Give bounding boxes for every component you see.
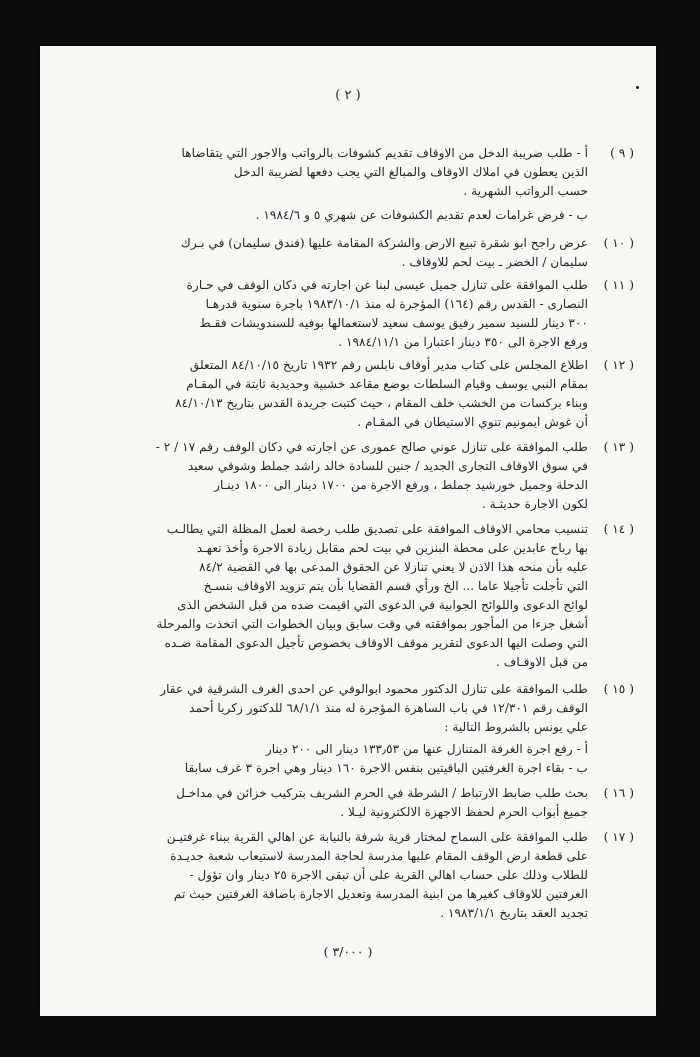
text-line: بحث طلب ضابط الارتباط / الشرطة في الحرم الشريف بتركيب خزائن في مداخـل	[176, 786, 588, 800]
item-text	[66, 520, 588, 672]
text-line: للطلاب وذلك على حساب اهالي القرية على أن تبقى الاجرة ٢٥ دينار وان تؤول -	[189, 868, 588, 882]
text-line: أشغل جزءا من المأجور بموافقته في وقت سابق وبيان الخطوات التي اتخذت والمرحلة	[156, 617, 588, 631]
text-line: النصارى - القدس رقم (١٦٤) المؤجرة له منذ ١٩٨٣/١٠/١ باجرة سنوية قدرهـا	[205, 297, 588, 311]
text-line: أ - طلب ضريبة الدخل من الاوقاف تقديم كشوفات بالرواتب والاجور التي يتقاضاها	[181, 146, 588, 160]
document-page	[40, 46, 656, 1016]
text-line: حسب الرواتب الشهرية .	[463, 184, 588, 198]
item-12	[66, 356, 634, 432]
text-line: جميع أبواب الحرم لحفظ الاجهزة الالكترونية ليـلا .	[340, 805, 588, 819]
item-11	[66, 276, 634, 352]
item-9	[66, 144, 634, 201]
item-number: ( ١٠ )	[603, 236, 634, 250]
page-number: ( ٢ )	[335, 88, 361, 103]
item-number: ( ١٣ )	[603, 440, 634, 454]
item-16	[66, 784, 634, 822]
text-line: تجديد العقد بتاريخ ١٩٨٣/١/١ .	[440, 906, 588, 920]
text-line: عرض راجح ابو شقرة تبيع الارض والشركة المقامة عليها (فندق سليمان) في بـرك	[180, 236, 588, 250]
text-line: التي تأجلت تأجيلا عاما ... الخ ورأي قسم القضايا بأن يتم تزويد الاوقاف بنسـخ	[203, 579, 588, 593]
item-number: ( ١٥ )	[603, 682, 634, 696]
item-number: ( ١٧ )	[603, 830, 634, 844]
item-text	[66, 276, 588, 352]
item-text	[66, 680, 588, 737]
text-line: لكون الاجارة حديثـة .	[481, 497, 588, 511]
item-10	[66, 234, 634, 272]
item-9-b	[66, 206, 634, 225]
item-text	[66, 356, 588, 432]
text-line: الذين يعطون في املاك الاوقاف والمبالغ التي يجب دفعها لضريبة الدخل	[233, 165, 588, 179]
text-line: طلب الموافقة على تنازل جميل عيسى لبنا عن اجارته في دكان الوقف في حـارة	[186, 278, 588, 292]
text-line: طلب الموافقة على السماح لمختار قرية شرفة بالنيابة عن اهالي القرية ببناء غرفتيـن	[166, 830, 588, 844]
text-line: علي يونس بالشروط التالية :	[444, 720, 588, 734]
continuation-marker: ( ٣/٠٠٠ )	[323, 944, 373, 959]
item-13	[66, 438, 634, 514]
text-line: التي وصلت اليها الدعوى لتقرير موقف الاوقاف بخصوص تأجيل الدعوى المقامة ضـده	[164, 636, 588, 650]
item-text	[66, 784, 588, 822]
text-line: تنسيب محامي الاوقاف الموافقة على تصديق طلب رخصة لعمل المظلة التي يطالـب	[166, 522, 588, 536]
text-line: الغرفتين للاوقاف كغيرها من ابنية المدرسة وتعديل الاجارة باضافة الغرفتين حيث تم	[173, 887, 588, 901]
item-text	[66, 234, 588, 272]
text-line: بها رباح عابدين على محطة البنزين في بيت لحم مقابل زيادة الاجرة وأخذ تعهـد	[196, 541, 588, 555]
text-line: على قطعة ارض الوقف المقام عليها مدرسة لحاجة المدرسة لاستيعاب شعبة جديـدة	[170, 849, 588, 863]
item-number: ( ١٦ )	[603, 786, 634, 800]
text-line: وبناء بركسات من الخشب خلف المقام ، حيث كتبت جريدة القدس بتاريخ ٨٤/١٠/١٣	[175, 396, 588, 410]
text-line: ب - بقاء اجرة الغرفتين الباقيتين بنفس الاجرة ١٦٠ دينار وهي اجرة ٣ غرف سابقا	[184, 761, 588, 775]
item-15	[66, 680, 634, 737]
text-line: في سوق الاوقاف التجارى الجديد / جنين للسادة خالد راشد جملط وشوقي سعيد	[187, 459, 588, 473]
item-number: ( ٩ )	[610, 146, 634, 160]
text-line: الوقف رقم ١٢/٣٠١ في باب الساهرة المؤجرة له منذ ٦٨/١/١ للدكتور زكريا أحمد	[189, 701, 588, 715]
text-line: سليمان / الخضر ـ بيت لحم للاوقاف .	[401, 255, 588, 269]
text-line: الدحلة وجميل خورشيد جملط ، ورفع الاجرة من ١٧٠٠ دينار الى ١٨٠٠ دينـار	[214, 478, 588, 492]
text-line: اطلاع المجلس على كتاب مدير أوقاف نابلس رقم ١٩٣٢ تاريخ ٨٤/١٠/١٥ المتعلق	[189, 358, 588, 372]
item-text	[66, 740, 588, 778]
item-text	[66, 144, 588, 201]
item-text	[66, 206, 588, 225]
item-number: ( ١٤ )	[603, 522, 634, 536]
item-text	[66, 828, 588, 923]
text-line: ورفع الاجرة الى ٣٥٠ دينار اعتبارا من ١٩٨٤/١١/١ .	[338, 335, 588, 349]
text-line: من قبل الاوقـاف .	[495, 655, 588, 669]
text-line: عليه بأن منحه هذا الاذن لا يعني تنازلا عن الحقوق المدعى بها في القضية ٨٤/٢	[199, 560, 588, 574]
text-line: لوائح الدعوى واللوائح الجوابية في الدعوى التي اقيمت ضده من قبل الشخص الذى	[177, 598, 588, 612]
paper-speck	[636, 86, 639, 89]
text-line: ٣٠٠ دينار للسيد سمير رفيق يوسف سعيد لاستعمالها بوفيه للسندويشات فقـط	[199, 316, 588, 330]
text-line: أ - رفع اجرة الغرفة المتنازل عنها من ١٣٣٫٥٣ دينار الى ٢٠٠ دينار	[265, 742, 588, 756]
item-17	[66, 828, 634, 923]
text-line: أن غوش ايمونيم تنوي الاستيطان في المقـام .	[357, 415, 588, 429]
text-line: طلب الموافقة على تنازل عوني صالح عمورى عن اجارته في دكان الوقف رقم ١٧ / ٢ -	[155, 440, 588, 454]
item-number: ( ١٢ )	[603, 358, 634, 372]
item-number: ( ١١ )	[603, 278, 634, 292]
item-15-conditions	[66, 740, 634, 778]
text-line: بمقام النبي يوسف وقيام السلطات بوضع مقاعد خشبية وحديدية ثابتة في المقـام	[186, 377, 588, 391]
text-line: ب - فرض غرامات لعدم تقديم الكشوفات عن شهري ٥ و ١٩٨٤/٦ .	[255, 208, 588, 222]
item-text	[66, 438, 588, 514]
item-14	[66, 520, 634, 672]
text-line: طلب الموافقة على تنازل الدكتور محمود ابوالوفي عن احدى الغرف الشرقية في عقار	[160, 682, 588, 696]
